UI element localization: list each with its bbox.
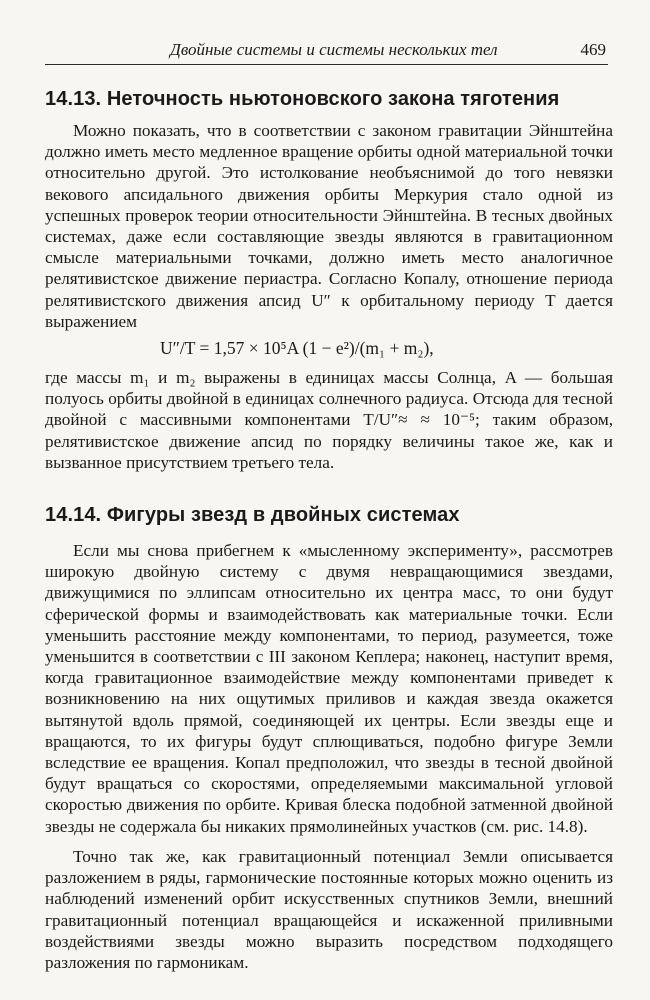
section-title-14-14: 14.14. Фигуры звезд в двойных системах bbox=[45, 504, 460, 526]
running-title: Двойные системы и системы нескольких тел bbox=[170, 40, 498, 59]
formula-relativistic-apsidal-motion: U″/T = 1,57 × 10⁵A (1 − e²)/(m₁ + m₂), bbox=[160, 338, 434, 358]
section-14-14-paragraph-1: Если мы снова прибегнем к «мысленному эксперименту», рассмотрев широкую двойную систему с двумя невращающимися звездами, движущимися по эллипсам относительно их центра масс, то они будут сферической формы и взаимодействовать как материальные точки. Если уменьшить расстояние между компонентами, то период, разумеется, тоже уменьшится в соответствии с III законом Кеплера; наконец, наступит время, когда гравитационное взаимодействие между компонентами приведет к возникновению на них ощутимых приливов и каждая звезда окажется вытянутой вдоль прямой, соединяющей их центры. Если звезды еще и вращаются, то их фигуры будут сплющиваться, подобно фигуре Земли вследствие ее вращения. Копал предположил, что звезды в тесной двойной будут вращаться со скоростями, определяемыми максимальной угловой скоростью движения по орбите. Кривая блеска подобной затменной двойной звезды не содержала бы никаких прямолинейных участков (см. рис. 14.8). bbox=[45, 541, 613, 836]
section-14-13-paragraph-1: Можно показать, что в соответствии с законом гравитации Эйнштейна должно иметь место медленное вращение орбиты одной материальной точки относительно другой. Это истолкование необъяснимой до того невязки векового апсидального движения орбиты Меркурия стало одной из успешных проверок теории относительности Эйнштейна. В тесных двойных системах, даже если составляющие звезды являются в гравитационном смысле материальными точками, должно иметь место аналогичное релятивистское движение периастра. Согласно Копалу, отношение периода релятивистского движения апсид U″ к орбитальному периоду T дается выражением bbox=[45, 121, 613, 331]
section-14-13-paragraph-2: где массы m₁ и m₂ выражены в единицах массы Солнца, A — большая полуось орбиты двойной в единицах солнечного радиуса. Отсюда для тесной двойной с массивными компонентами T/U″≈ ≈ 10⁻⁵; таким образом, релятивистское движение апсид по порядку величины такое же, как и вызванное присутствием третьего тела. bbox=[45, 368, 613, 472]
page-number: 469 bbox=[580, 40, 606, 59]
section-title-14-13: 14.13. Неточность ньютоновского закона тяготения bbox=[45, 88, 560, 110]
running-head bbox=[45, 36, 608, 65]
section-14-14-paragraph-2: Точно так же, как гравитационный потенциал Земли описывается разложением в ряды, гармонические постоянные которых можно оценить из наблюдений изменений орбит искусственных спутников Земли, внешний гравитационный потенциал вращающейся и искаженной приливными воздействиями звезды можно выразить посредством подходящего разложения по гармоникам. bbox=[45, 847, 613, 973]
